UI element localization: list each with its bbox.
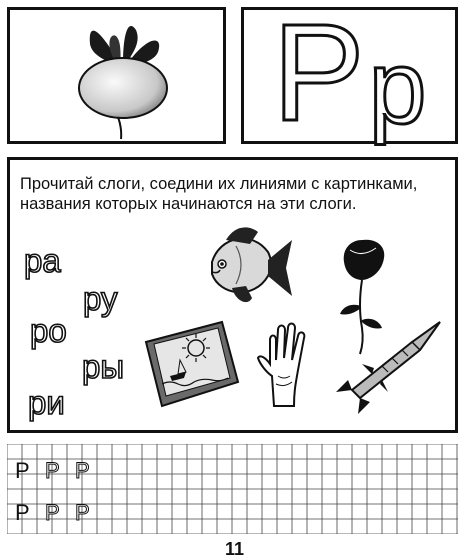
- radish-icon: [68, 16, 178, 141]
- syllable-ru[interactable]: ру: [83, 280, 118, 317]
- copy-letter-solid: Р: [15, 458, 30, 483]
- syllable-task: [7, 157, 458, 433]
- syllable-ry[interactable]: ры: [82, 348, 125, 385]
- letter-uppercase: Р: [272, 0, 365, 150]
- copy-letter-trace[interactable]: Р: [75, 500, 90, 525]
- drawing-icon[interactable]: [140, 320, 240, 408]
- copy-letter-trace[interactable]: Р: [45, 500, 60, 525]
- letter-lowercase: р: [368, 29, 427, 146]
- rocket-icon[interactable]: [332, 318, 444, 418]
- copy-letter-trace[interactable]: Р: [45, 458, 60, 483]
- copybook-grid: [7, 444, 458, 534]
- hand-icon[interactable]: [254, 320, 324, 410]
- syllable-ro[interactable]: ро: [30, 312, 67, 349]
- radish-picture-card: [7, 7, 226, 144]
- syllable-ri[interactable]: ри: [28, 384, 65, 421]
- copy-letter-trace[interactable]: Р: [75, 458, 90, 483]
- letter-card: [241, 0, 458, 150]
- syllable-ra[interactable]: ра: [24, 242, 61, 279]
- copy-letter-solid: Р: [15, 500, 30, 525]
- page-number: 11: [225, 539, 245, 559]
- task-instruction: Прочитай слоги, соедини их линиями с картинками, названия которых начинаются на эти слоги.: [20, 175, 418, 213]
- fish-icon[interactable]: [206, 222, 294, 312]
